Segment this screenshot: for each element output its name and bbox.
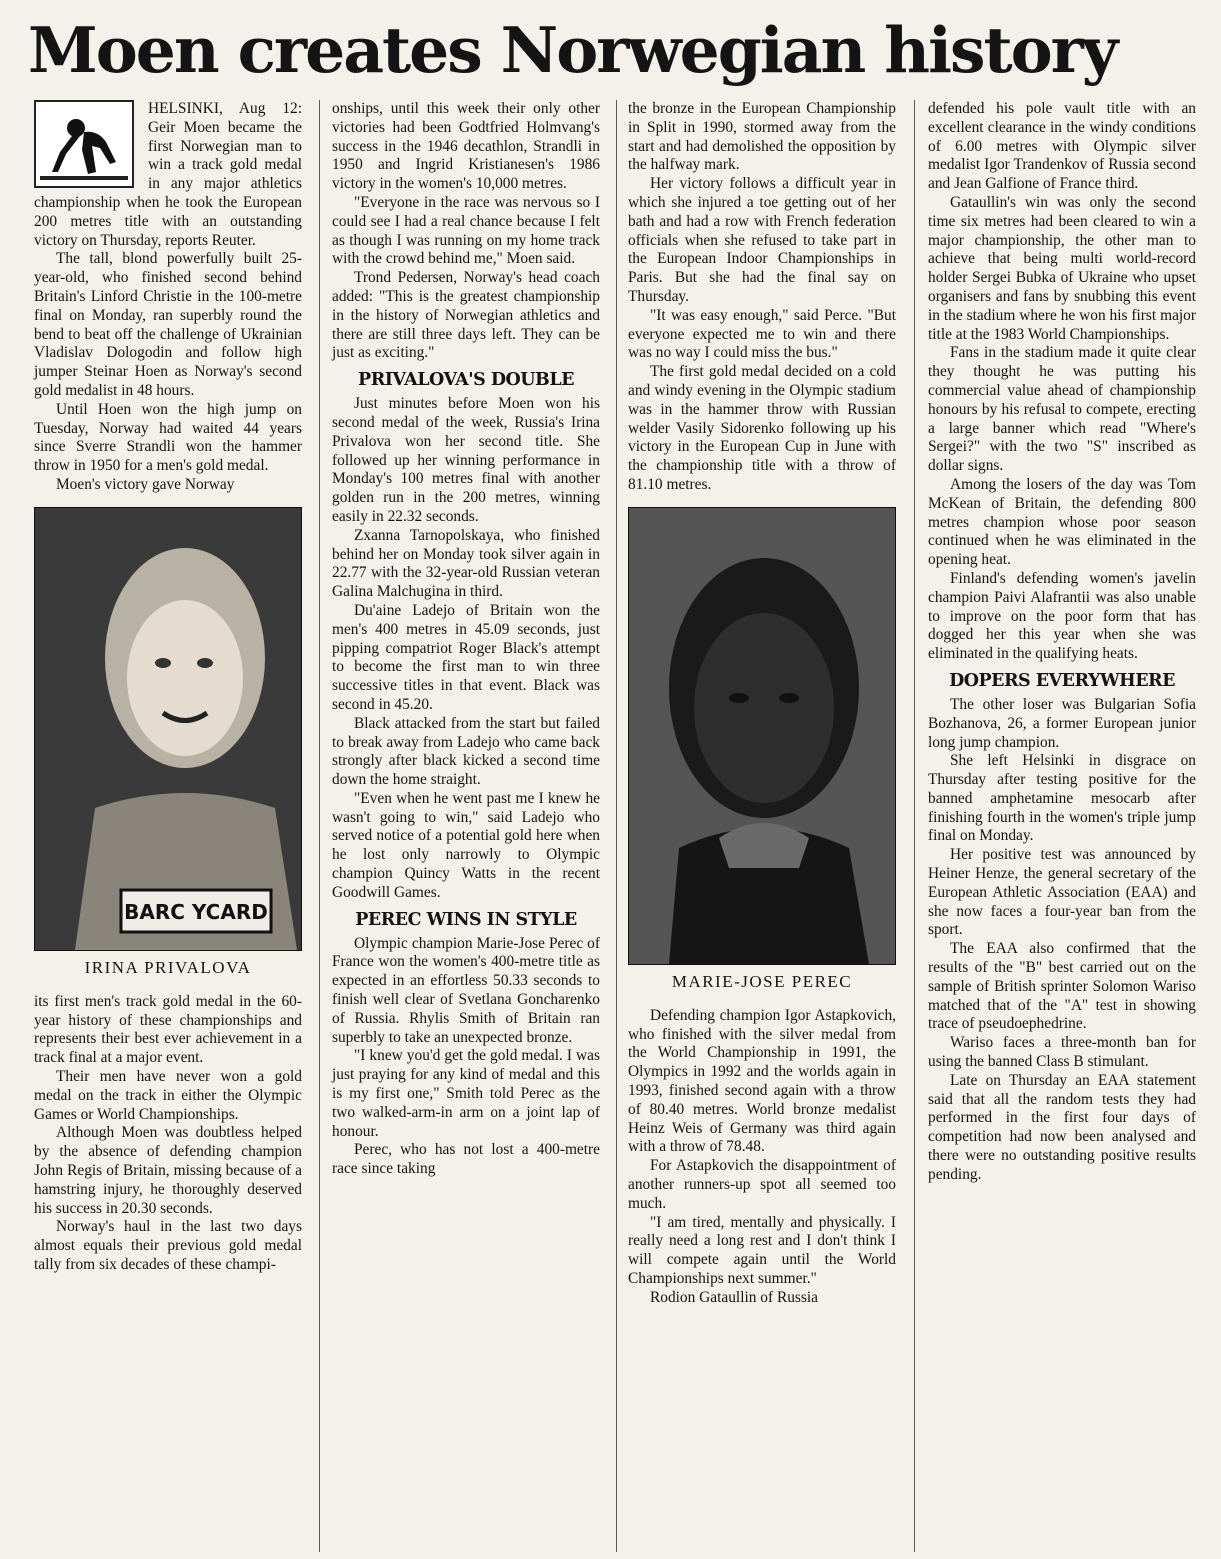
article-paragraph: its first men's track gold medal in the 60-year history of these championships and represents their best ever achievement in a track final at a major event. [34,992,302,1067]
sprinter-logo-icon [34,100,134,188]
article-paragraph: Her victory follows a difficult year in which she injured a toe getting out of her bath and had a row with French federation officials when she refused to take part in the European Indoor Championships in Paris. But she had the final say on Thursday. [628,175,896,305]
article-paragraph: Rodion Gataullin of Russia [650,1288,819,1306]
article-paragraph: Perec, who has not lost a 400-metre race since taking [332,1141,600,1178]
article-paragraph: "I knew you'd get the gold medal. I was just praying for any kind of medal and this is my first one," Smith told Perec as the two walked-arm-in arm on a joint lap of honour. [332,1047,600,1140]
article-paragraph: The other loser was Bulgarian Sofia Bozhanova, 26, a former European junior long jump champion. [928,695,1196,751]
article-paragraph: the bronze in the European Championship in Split in 1990, stormed away from the start and had demolished the opposition by the halfway mark. [628,100,896,174]
article-paragraph: Du'aine Ladejo of Britain won the men's 400 metres in 45.09 seconds, just pipping compatriot Roger Black's attempt to become the first man to win three successive titles in that event. Black was second in 45.20. [332,601,600,713]
article-paragraph: Until Hoen won the high jump on Tuesday, Norway had waited 44 years since Sverre Strandli won the hammer throw in 1950 for a men's gold medal. [34,400,302,475]
article-paragraph: The tall, blond powerfully built 25-year-old, who finished second behind Britain's Linford Christie in the 100-metre final on Monday, ran superbly round the bend to beat off the challenge of Ukrainian Vladislav Dologodin and follow high jumper Steinar Hoen as Norway's second gold medalist in 48 hours. [34,250,302,399]
article-paragraph: Defending champion Igor Astapkovich, who finished with the silver medal from the World Championship in 1991, the Olympics in 1992 and the worlds again in 1993, finished second again with a throw of 80.40 metres. World bronze medalist Heinz Weis of Germany was third again with a throw of 78.48. [628,1006,896,1156]
article-paragraph: Although Moen was doubtless helped by the absence of defending champion John Regis of Britain, missing because of a hamstring injury, he thoroughly deserved his success in 20.30 seconds. [34,1124,302,1217]
article-paragraph: Trond Pedersen, Norway's head coach added: "This is the greatest championship in the history of Norwegian athletics and there are still three days left. They can be just as exciting." [332,269,600,362]
article-paragraph: The EAA also confirmed that the results of the "B" best carried out on the sample of British sprinter Solomon Wariso matched that of the "A" test in showing trace of pseudoephedrine. [928,940,1196,1033]
caption-photo1: IRINA PRIVALOVA [84,957,252,977]
column-rule [616,100,617,1552]
article-paragraph: Their men have never won a gold medal on the track in either the Olympic Games or World Championships. [34,1067,302,1123]
article-paragraph: HELSINKI, Aug 12: Geir Moen became the first Norwegian man to win a track gold medal in any major athletics championship when he took the European 200 metres title with an outstanding victory on Thursday, reports Reuter. [34,100,302,249]
caption-photo2: MARIE-JOSE PEREC [671,971,853,991]
column-3 [628,100,896,1307]
article-paragraph: onships, until this week their only other victories had been Godtfried Holmvang's success in the 1946 decathlon, Strandli in 1950 and Ingrid Kristianesen's 1986 victory in the women's 10,000 metres. [332,100,600,193]
subhead-dopers: DOPERS EVERYWHERE [949,670,1175,691]
article-paragraph: Moen's victory gave Norway [56,475,235,493]
article-paragraph: The first gold medal decided on a cold and windy evening in the Olympic stadium was in the hammer throw with Russian welder Vasily Sidorenko following up his victory in the European Cup in June with the championship title with a throw of 81.10 metres. [628,363,896,493]
article-paragraph: Among the losers of the day was Tom McKean of Britain, the defending 800 metres champion whose poor season continued when he was eliminated in the opening heat. [928,475,1196,569]
article-paragraph: "It was easy enough," said Perce. "But everyone expected me to win and there was no way I could miss the bus." [628,306,896,362]
article-paragraph: "I am tired, mentally and physically. I really need a long rest and I don't think I will compete again until the World Championships next summer." [628,1213,896,1287]
column-rule [319,100,320,1552]
subhead-privalova: PRIVALOVA'S DOUBLE [358,370,574,391]
article-paragraph: defended his pole vault title with an excellent clearance in the windy conditions of 6.00 metres with Olympic silver medalist Igor Trandenkov of Russia second and Jean Galfione of France third. [928,100,1196,193]
article-paragraph: Gataullin's win was only the second time six metres had been cleared to win a major championship, the other man to achieve that being multi world-record holder Sergei Bubka of Ukraine who upset organisers and fans by snubbing this event in the stadium where he won his first major title at the 1983 World Championships. [928,193,1196,343]
column-rule [914,100,915,1552]
article-paragraph: Norway's haul in the last two days almost equals their previous gold medal tally from six decades of these champi- [34,1218,302,1273]
article-paragraph: "Everyone in the race was nervous so I could see I had a real chance because I felt as though I was running on my home track with the crowd behind me," Moen said. [332,193,600,268]
article-paragraph: Olympic champion Marie-Jose Perec of France won the women's 400-metre title as expected in an effortless 50.33 seconds to finish well clear of Svetlana Goncharenko of Russia. Rhylis Smith of Britain ran superbly to take an unexpected bronze. [332,934,600,1046]
column-4 [928,100,1196,1185]
column-1 [34,100,302,1275]
article-paragraph: Wariso faces a three-month ban for using the banned Class B stimulant. [928,1034,1196,1071]
article-paragraph: Fans in the stadium made it quite clear they thought he was putting his commercial value ahead of championship honours by his refusal to compete, erecting a large banner which read "Where's Sergei?" with the two "S" inscribed as dollar signs. [928,344,1196,475]
article-paragraph: Just minutes before Moen won his second medal of the week, Russia's Irina Privalova won her second title. She followed up her winning performance in Monday's 100 metres final with another golden run in the 200 metres, winning easily in 22.32 seconds. [332,395,600,525]
photo-marie-jose-perec [628,507,896,965]
article-paragraph: Finland's defending women's javelin champion Paivi Alafrantii was also unable to improve on the poor form that has dogged her this year when she was eliminated in the qualifying heats. [928,569,1196,663]
headline: Moen creates Norwegian history [28,13,1117,87]
article-paragraph: Black attacked from the start but failed to break away from Ladejo who came back strongly after black kicked a second time down the home straight. [332,714,600,789]
article-paragraph: "Even when he went past me I knew he wasn't going to win," said Ladejo who served notice of a potential gold here when he lost only narrowly to Olympic champion Quincy Watts in the recent Goodwill Games. [332,789,600,901]
article-paragraph: Zxanna Tarnopolskaya, who finished behind her on Monday took silver again in 22.77 with the 32-year-old Russian veteran Galina Malchugina in third. [332,526,600,601]
subhead-perec: PEREC WINS IN STYLE [355,909,577,930]
article-paragraph: Her positive test was announced by Heiner Henze, the general secretary of the European Athletic Association (EAA) and she now faces a four-year ban from the sport. [928,846,1196,939]
banner-text: BARC YCARD [124,899,268,924]
column-2 [332,100,600,1179]
photo-irina-privalova [34,507,302,951]
article-paragraph: Late on Thursday an EAA statement said that all the random tests they had performed in the first four days of competition had now been analysed and there were no outstanding positive results pending. [928,1071,1196,1183]
article-paragraph: For Astapkovich the disappointment of another runners-up spot all seemed too much. [628,1157,896,1212]
article-paragraph: She left Helsinki in disgrace on Thursday after testing positive for the banned amphetamine mesocarb after finishing fourth in the women's triple jump final on Monday. [928,752,1196,845]
